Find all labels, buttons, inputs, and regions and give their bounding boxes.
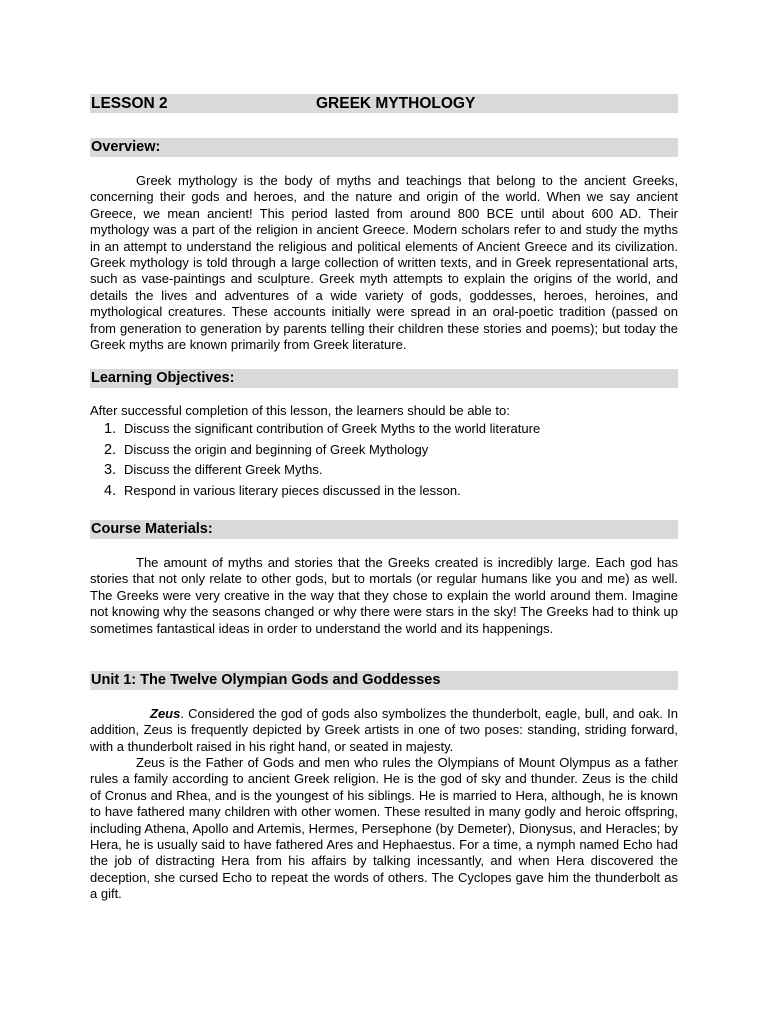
unit1-heading: Unit 1: The Twelve Olympian Gods and Goddesses [91,672,441,688]
zeus-paragraph-2 [90,755,678,903]
objective-item: 4. Respond in various literary pieces discussed in the lesson. [104,483,461,500]
overview-paragraph [90,173,678,353]
zeus-name: Zeus [150,706,181,721]
objectives-heading: Learning Objectives: [91,370,235,386]
zeus-text-1: . Considered the god of gods also symbolizes the thunderbolt, eagle, bull, and oak. In addition, Zeus is frequently depicted by Greek artists in one of two poses: standing, striding forward, with a thunderbolt raised in his right hand, or seated in majesty. [90,706,678,754]
lesson-title-bar [90,94,678,113]
lesson-number: LESSON 2 [91,95,168,112]
objective-item: 3. Discuss the different Greek Myths. [104,462,323,479]
overview-text: Greek mythology is the body of myths and teachings that belong to the ancient Greeks, concerning their gods and heroes, and the nature and origin of the world. When we say ancient Greece, we mean ancient! This period lasted from around 800 BCE until about 600 AD. Their mythology was a part of the religion in ancient Greece. Modern scholars refer to and study the myths in an attempt to understand the religious and political elements of Ancient Greece and its civilization. Greek mythology is told through a large collection of written texts, and in Greek representational arts, such as vase-paintings and sculpture. Greek myth attempts to explain the origins of the world, and details the lives and adventures of a wide variety of gods, goddesses, heroes, heroines, and mythological creatures. These accounts initially were spread in an oral-poetic tradition (passed on from generation to generation by parents telling their children these stories and poems); but today the Greek myths are known primarily from Greek literature. [90,173,678,353]
materials-heading-bar [90,520,678,539]
objectives-list [104,419,540,502]
lesson-title: GREEK MYTHOLOGY [316,95,476,112]
materials-text: The amount of myths and stories that the Greeks created is incredibly large. Each god has stories that not only relate to other gods, but to mortals (or regular humans like you and me) as well. The Greeks were very creative in the way that they chose to explain the world around them. Imagine not knowing why the seasons changed or why there were stars in the sky! The Greeks had to think up sometimes fantastical ideas in order to understand the world and its happenings. [90,555,678,636]
overview-heading-bar [90,138,678,157]
materials-heading: Course Materials: [91,521,213,537]
objectives-heading-bar [90,369,678,388]
objectives-intro: After successful completion of this lesson, the learners should be able to: [90,403,510,418]
zeus-text-2: Zeus is the Father of Gods and men who rules the Olympians of Mount Olympus as a father rules a family according to ancient Greek religion. He is the god of sky and thunder. Zeus is the child of Cronus and Rhea, and is the youngest of his siblings. He is married to Hera, although, he is known to have fathered many children with other women. These resulted in many godly and heroic offspring, including Athena, Apollo and Artemis, Hermes, Persephone (by Demeter), Dionysus, and Heracles; by Hera, he is usually said to have fathered Ares and Hephaestus. For a time, a nymph named Echo had the job of distracting Hera from his affairs by talking incessantly, and when Hera discovered the deception, she cursed Echo to repeat the words of others. The Cyclopes gave him the thunderbolt as a gift. [90,755,678,902]
overview-heading: Overview: [91,139,161,155]
zeus-paragraph-1 [90,706,678,755]
unit1-heading-bar [90,671,678,690]
objective-item: 2. Discuss the origin and beginning of Greek Mythology [104,441,429,458]
materials-paragraph [90,555,678,637]
objective-item: 1. Discuss the significant contribution of Greek Myths to the world literature [104,421,541,437]
